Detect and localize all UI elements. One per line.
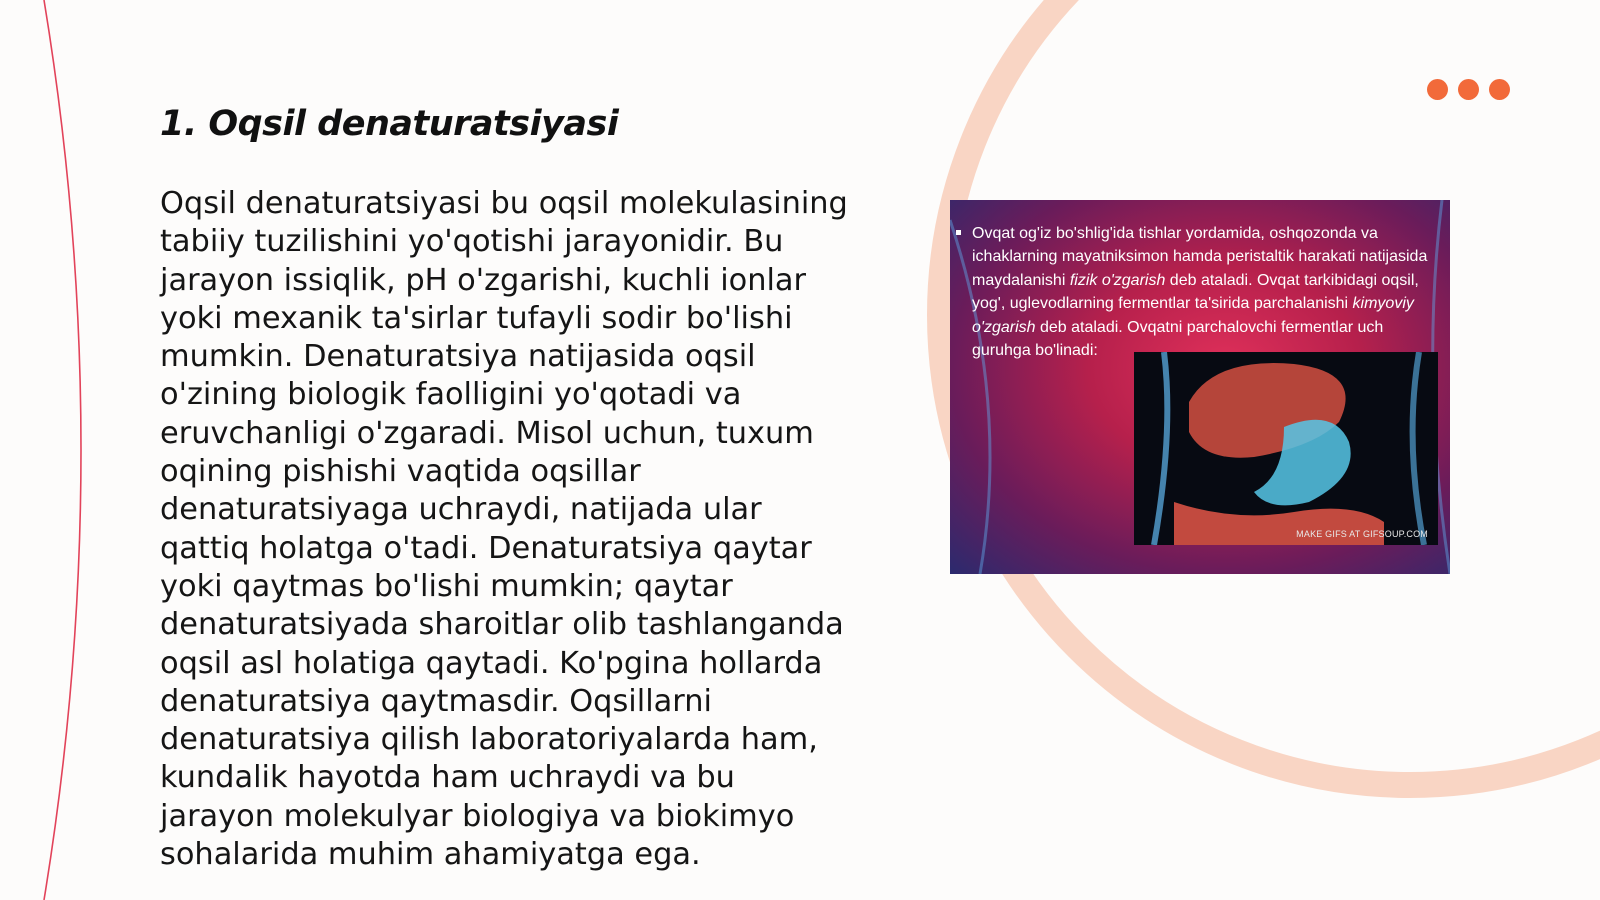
digestion-image	[950, 200, 1450, 574]
stomach-icon	[1134, 352, 1438, 545]
left-accent-line	[44, 0, 81, 900]
gif-watermark: MAKE GIFS AT GIFSOUP.COM	[1296, 529, 1428, 539]
dot	[1427, 79, 1448, 100]
more-dots-icon	[1427, 79, 1511, 101]
bullet-icon	[956, 230, 961, 235]
body-paragraph: Oqsil denaturatsiyasi bu oqsil molekulasining tabiiy tuzilishini yo'qotishi jarayonidir. Bu jarayon issiqlik, pH o'zgarishi, kuchli ionlar yoki mexanik ta'sirlar tufayli sodir bo'lishi mumkin. Denaturatsiya natijasida oqsil o'zining biologik faolligini yo'qotadi va eruvchanligi o'zgaradi. Misol uchun, tuxum oqining pishishi vaqtida oqsillar denaturatsiyaga uchraydi, natijada ular qattiq holatga o'tadi. Denaturatsiya qaytar yoki qaytmas bo'lishi mumkin; qaytar denaturatsiyada sharoitlar olib tashlanganda oqsil asl holatiga qaytadi. Ko'pgina hollarda denaturatsiya qaytmasdir. Oqsillarni denaturatsiya qilish laboratoriyalarda ham, kundalik hayotda ham uchraydi va bu jarayon molekulyar biologiya va biokimyo sohalarida muhim ahamiyatga ega.	[160, 186, 848, 873]
image-caption: Ovqat og'iz bo'shlig'ida tishlar yordamida, oshqozonda va ichaklarning mayatniksimon hamda peristaltik harakati natijasida maydalanishi fizik o'zgarish deb ataladi. Ovqat tarkibidagi oqsil, yog', uglevodlarning fermentlar ta'sirida parchalanishi kimyoviy o'zgarish deb ataladi. Ovqatni parchalovchi fermentlar uch guruhga bo'linadi:	[972, 225, 1428, 360]
dot	[1489, 79, 1510, 100]
stomach-illustration	[1134, 352, 1438, 545]
slide-title: 1. Oqsil denaturatsiyasi	[160, 104, 619, 144]
dot	[1458, 79, 1479, 100]
